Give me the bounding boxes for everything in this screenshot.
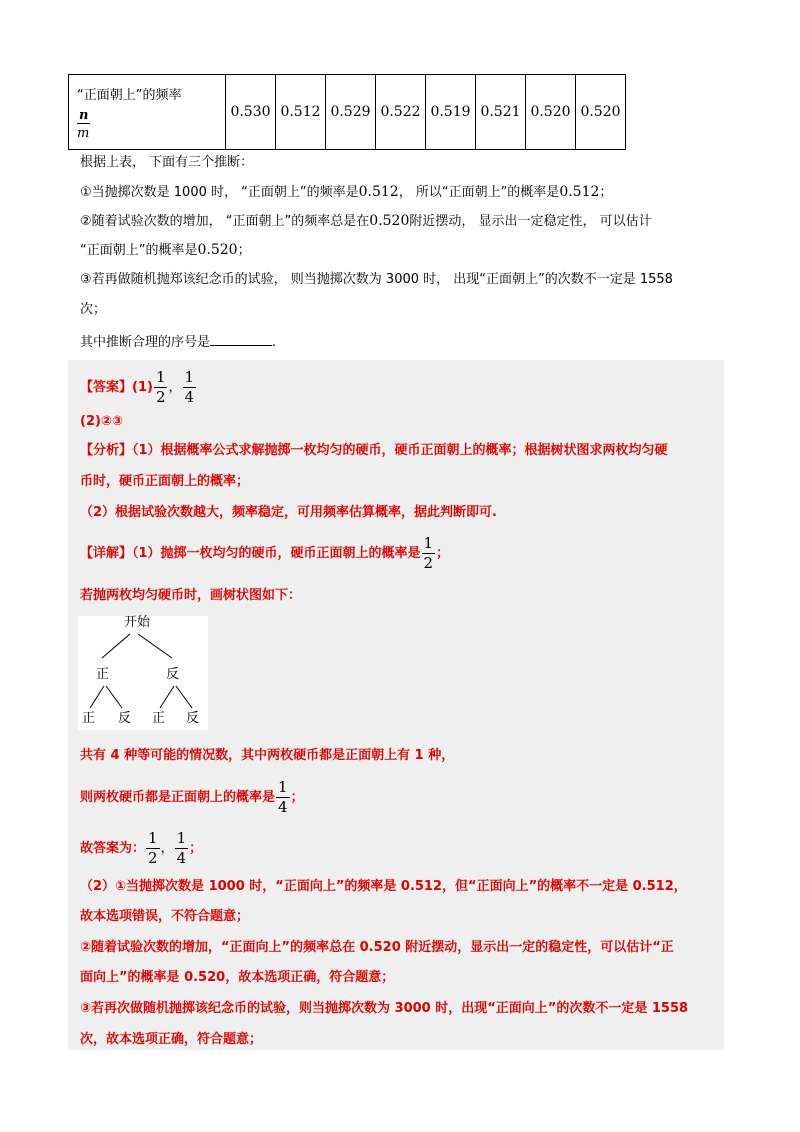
table-cell: 0.520 [576, 75, 626, 150]
fraction: $\frac{1}{2}$ [155, 368, 166, 406]
part2-line-3: ②随着试验次数的增加，“正面向上”的频率总在 0.520 附近摆动，显示出一定的稳定性，可以估计“正 [80, 940, 674, 955]
table-cell: 0.529 [326, 75, 376, 150]
detail-line-1: 【详解】（1）抛掷一枚均匀的硬币，硬币正面朝上的概率是 $\frac{1}{2}$ ； [80, 534, 450, 572]
conclusion-line-1: 共有 4 种等可能的情况数，其中两枚硬币都是正面朝上有 1 种， [80, 748, 455, 763]
inference-2: ②随着试验次数的增加， “正面朝上”的频率总是在0.520附近摆动， 显示出一定稳定性， 可以估计 [80, 213, 652, 229]
fraction: $\frac{1}{2}$ [148, 829, 158, 867]
inference-1: ①当抛掷次数是 1000 时， “正面朝上”的频率是0.512， 所以“正面朝上”的概率是0.512； [80, 184, 613, 200]
fraction: $\frac{1}{2}$ [423, 534, 434, 572]
part2-line-5: ③若再次做随机抛掷该纪念币的试验，则当抛掷次数为 3000 时，出现“正面向上”的次数不一定是 1558 [80, 1001, 689, 1016]
table-cell: 0.530 [226, 75, 276, 150]
question-text: 其中推断合理的序号是 . [80, 331, 276, 353]
intro-text: 根据上表， 下面有三个推断： [80, 155, 254, 170]
table-row [69, 75, 626, 150]
analysis-line-3: （2）根据试验次数越大，频率稳定，可用频率估算概率，据此判断即可. [80, 505, 497, 520]
conclusion-line-3: 故答案为： $\frac{1}{2}$ ， $\frac{1}{4}$ ； [80, 829, 203, 867]
tree-node: 反 [186, 711, 200, 726]
part2-line-2: 故本选项错误，不符合题意； [80, 909, 250, 924]
analysis-line-1: 【分析】（1）根据概率公式求解抛掷一枚均匀的硬币，硬币正面朝上的概率；根据树状图求两枚均匀硬 [80, 443, 668, 458]
detail-line-2: 若抛两枚均匀硬币时，画树状图如下： [80, 588, 302, 603]
answer-line: 【答案】(1) $\frac{1}{2}$ ， $\frac{1}{4}$ [80, 368, 195, 406]
fraction: $\frac{1}{4}$ [184, 368, 195, 406]
analysis-line-2: 币时，硬币正面朝上的概率； [80, 474, 250, 489]
part2-line-6: 次，故本选项正确，符合题意； [80, 1032, 263, 1047]
answer-blank [210, 331, 272, 346]
inference-3-cont: 次； [80, 302, 107, 317]
n-over-m-fraction: $\frac{n}{m}$ [77, 107, 90, 141]
frequency-table [68, 74, 626, 150]
fraction: $\frac{1}{4}$ [278, 778, 288, 816]
table-cell: 0.522 [376, 75, 426, 150]
part2-line-4: 面向上”的概率是 0.520，故本选项正确，符合题意； [80, 970, 395, 985]
tree-node: 反 [166, 667, 180, 682]
table-cell: 0.519 [426, 75, 476, 150]
answer-part2: (2)②③ [80, 414, 123, 429]
row-label-cell [69, 75, 226, 150]
table-cell: 0.521 [476, 75, 526, 150]
row-label: “正面朝上”的频率 [77, 87, 182, 103]
tree-node: 正 [96, 667, 110, 682]
part2-line-1: （2）①当抛掷次数是 1000 时，“正面向上”的频率是 0.512，但“正面向上”的概率不一定是 0.512， [80, 879, 687, 894]
fraction: $\frac{1}{4}$ [176, 829, 187, 867]
tree-node: 正 [82, 711, 96, 726]
table-cell: 0.512 [276, 75, 326, 150]
inference-3: ③若再做随机抛郑该纪念币的试验， 则当抛掷次数为 3000 时， 出现“正面朝上”的次数不一定是 1558 [80, 272, 673, 287]
inference-2-cont: “正面朝上”的概率是0.520； [80, 242, 251, 258]
table-cell: 0.520 [526, 75, 576, 150]
tree-root: 开始 [124, 615, 151, 630]
tree-node: 正 [152, 711, 166, 726]
conclusion-line-2: 则两枚硬币都是正面朝上的概率是 $\frac{1}{4}$ ； [80, 778, 304, 816]
tree-diagram [78, 616, 208, 730]
tree-node: 反 [118, 711, 132, 726]
